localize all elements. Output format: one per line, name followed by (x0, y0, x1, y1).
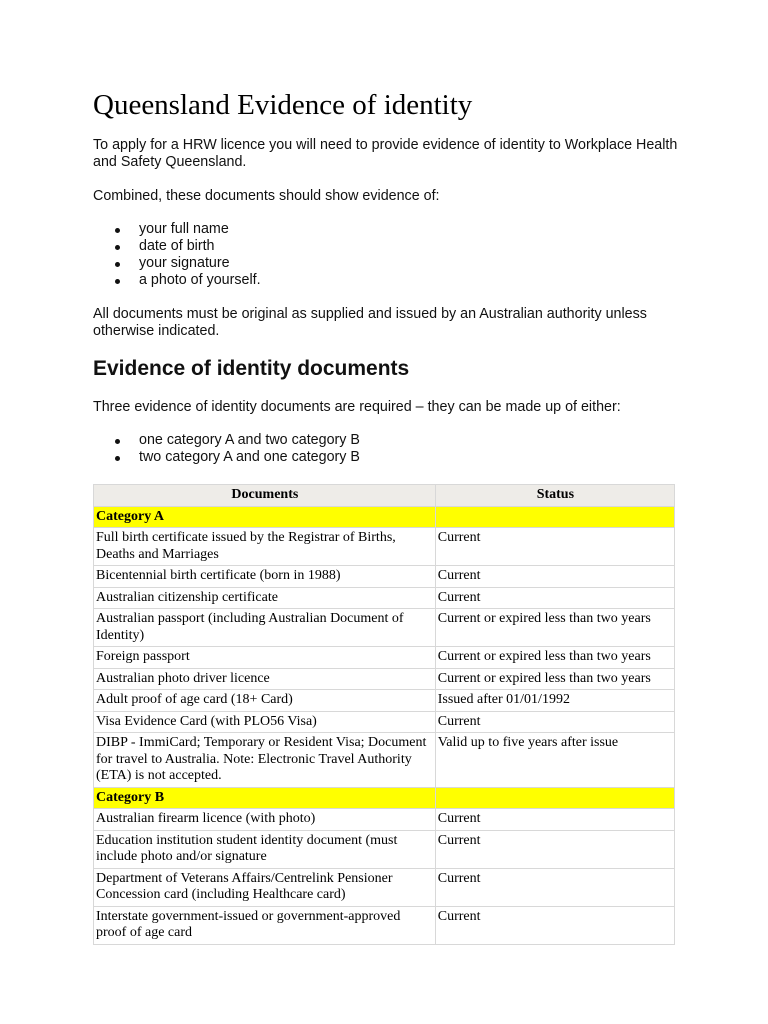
table-row (94, 733, 675, 788)
document-cell: Australian passport (including Australian Document of Identity) (94, 609, 436, 647)
table-row (94, 587, 675, 609)
document-cell: Australian firearm licence (with photo) (94, 809, 436, 831)
document-cell: Bicentennial birth certificate (born in 1988) (94, 566, 436, 588)
status-cell: Current or expired less than two years (435, 609, 674, 647)
status-cell: Current (435, 830, 674, 868)
evidence-lead-paragraph: Combined, these documents should show evidence of: (93, 188, 440, 204)
document-cell: DIBP - ImmiCard; Temporary or Resident Visa; Document for travel to Australia. Note: Electronic Travel Authority (ETA) is not accepted. (94, 733, 436, 788)
combination-list (93, 432, 360, 466)
status-cell: Current or expired less than two years (435, 668, 674, 690)
table-header-row (94, 485, 675, 507)
status-cell: Current (435, 809, 674, 831)
document-cell: Education institution student identity document (must include photo and/or signature (94, 830, 436, 868)
document-cell: Foreign passport (94, 647, 436, 669)
table-row (94, 690, 675, 712)
list-item: your full name (93, 221, 261, 238)
table-row (94, 906, 675, 944)
list-item: your signature (93, 255, 261, 272)
table-row (94, 711, 675, 733)
status-cell: Issued after 01/01/1992 (435, 690, 674, 712)
category-b-row (94, 787, 675, 809)
table-row (94, 566, 675, 588)
list-item: two category A and one category B (93, 449, 360, 466)
originals-paragraph: All documents must be original as supplied and issued by an Australian authority unless otherwise indicated. (93, 306, 647, 339)
status-cell: Current (435, 711, 674, 733)
category-label: Category A (94, 506, 436, 528)
status-column-header: Status (435, 485, 674, 507)
status-cell: Current (435, 566, 674, 588)
status-cell: Current (435, 906, 674, 944)
evidence-list (93, 221, 261, 289)
document-cell: Adult proof of age card (18+ Card) (94, 690, 436, 712)
bullet-icon (115, 456, 120, 461)
status-cell: Current (435, 587, 674, 609)
table-row (94, 868, 675, 906)
document-cell: Interstate government-issued or government-approved proof of age card (94, 906, 436, 944)
category-empty-cell (435, 506, 674, 528)
category-label: Category B (94, 787, 436, 809)
bullet-icon (115, 279, 120, 284)
bullet-icon (115, 245, 120, 250)
list-item: one category A and two category B (93, 432, 360, 449)
requirement-paragraph: Three evidence of identity documents are required – they can be made up of either: (93, 399, 621, 415)
document-cell: Australian photo driver licence (94, 668, 436, 690)
table-row (94, 830, 675, 868)
table-row (94, 609, 675, 647)
status-cell: Current (435, 528, 674, 566)
category-empty-cell (435, 787, 674, 809)
intro-paragraph: To apply for a HRW licence you will need to provide evidence of identity to Workplace Health and Safety Queensland. (93, 137, 678, 170)
documents-column-header: Documents (94, 485, 436, 507)
table-row (94, 528, 675, 566)
bullet-icon (115, 262, 120, 267)
document-cell: Department of Veterans Affairs/Centrelink Pensioner Concession card (including Healthcare card) (94, 868, 436, 906)
status-cell: Valid up to five years after issue (435, 733, 674, 788)
category-a-row (94, 506, 675, 528)
document-cell: Australian citizenship certificate (94, 587, 436, 609)
list-item: a photo of yourself. (93, 272, 261, 289)
status-cell: Current or expired less than two years (435, 647, 674, 669)
status-cell: Current (435, 868, 674, 906)
table-row (94, 668, 675, 690)
document-cell: Visa Evidence Card (with PLO56 Visa) (94, 711, 436, 733)
documents-table (93, 484, 675, 945)
bullet-icon (115, 228, 120, 233)
list-item: date of birth (93, 238, 261, 255)
bullet-icon (115, 439, 120, 444)
document-cell: Full birth certificate issued by the Registrar of Births, Deaths and Marriages (94, 528, 436, 566)
page-title: Queensland Evidence of identity (93, 89, 473, 121)
table-row (94, 647, 675, 669)
section-heading: Evidence of identity documents (93, 357, 410, 380)
table-row (94, 809, 675, 831)
